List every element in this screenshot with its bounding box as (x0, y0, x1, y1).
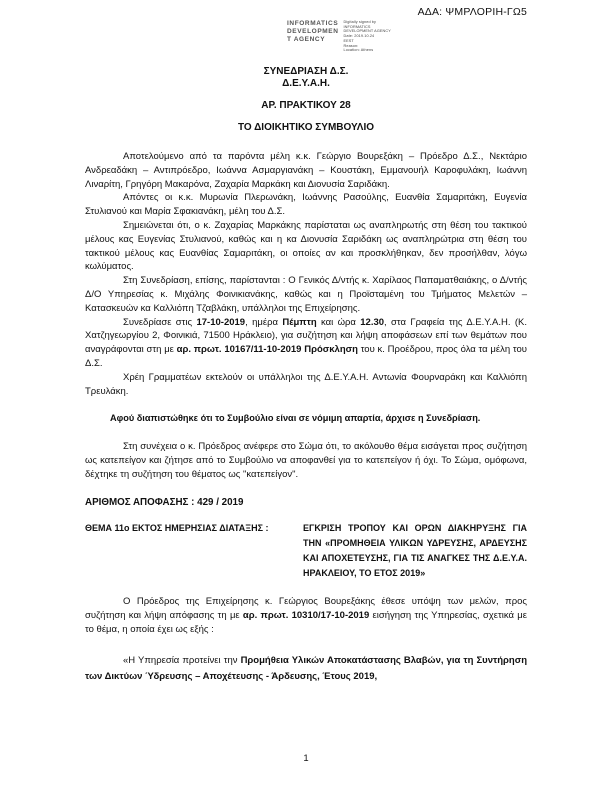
signature-detail-line: Date: 2019.10.24 (343, 34, 375, 39)
paragraph-present-members: Αποτελούμενο από τα παρόντα μέλη κ.κ. Γεώργιο Βουρεξάκη – Πρόεδρο Δ.Σ., Νεκτάριο Ανδρεαδάκη – Αντιπρόεδρο, Ιωάννα Ασμαργιανάκη – Κουστάκη, Εμμανουήλ Καροφυλάκη, Ιωάννη Λιναρίτη, Γρηγόρη Μακαρόνα, Ζαχαρία Μαρκάκη και Διονυσία Σαριδάκη. (85, 151, 527, 190)
signature-detail-line: EEST (343, 38, 354, 43)
agenda-item-label: ΘΕΜΑ 11ο ΕΚΤΟΣ ΗΜΕΡΗΣΙΑΣ ΔΙΑΤΑΞΗΣ : (85, 523, 269, 534)
title-board: ΤΟ ΔΙΟΙΚΗΤΙΚΟ ΣΥΜΒΟΥΛΙΟ (238, 122, 374, 133)
page-number: 1 (303, 753, 309, 764)
document-body (85, 150, 527, 685)
document-titles (85, 66, 527, 134)
text-segment: «Η Υπηρεσία προτείνει την (123, 654, 241, 666)
text-segment: Ο Πρόεδρος της Επιχείρησης κ. Γεώργιος Βουρεξάκης έθεσε υπόψη των μελών, προς συζήτηση και λήψη απόφασης τη με (85, 596, 527, 622)
paragraph-quorum-statement: Αφού διαπιστώθηκε ότι το Συμβούλιο είναι σε νόμιμη απαρτία, άρχισε η Συνεδρίαση. (110, 413, 481, 424)
agenda-item-heading (85, 521, 527, 581)
title-organization: Δ.Ε.Υ.Α.Η. (282, 78, 330, 89)
signature-detail-line: Digitally signed by (343, 20, 377, 24)
text-segment: του κ. Προέδρου, προς όλα τα μέλη του Δ.Σ. (85, 344, 528, 369)
text-segment: 12.30 (360, 316, 385, 328)
paragraph-substitutes-note: Σημειώνεται ότι, ο κ. Ζαχαρίας Μαρκάκης παρίσταται ως αναπληρωτής στη θέση του τακτικού μέλους κας Ευγενίας Στυλιανού, καθώς και η κα Διονυσία Σαριδάκη ως αναπληρώτρια στη θέση του τακτικού μέλους κας Ευανθίας Σαμαριτάκη, οι οποίες αν και προσκλήθηκαν, δεν προσήλθαν, λόγω κωλύματος. (85, 219, 527, 273)
text-segment: αρ. πρωτ. 10310/17-10-2019 (242, 610, 370, 622)
text-segment: και ώρα (316, 316, 361, 328)
text-segment: Συνεδρίασε στις (123, 316, 197, 328)
digital-signature-stamp (287, 20, 391, 53)
spacer (85, 112, 527, 122)
signature-agency-line: DEVELOPMEN (287, 28, 339, 36)
paragraph-service-proposal (85, 653, 527, 685)
text-segment: , στα Γραφεία της Δ.Ε.Υ.Α.Η. (Κ. Χατζηγεωργίου 2, Φοινικιά, 71500 Ηράκλειο), για συζήτηση και λήψη αποφάσεων επί των θεμάτων που αναγράφονται στη με (85, 316, 528, 356)
text-segment: εισήγηση της Υπηρεσίας, σχετικά με το θέμα, η οποία έχει ως εξής : (85, 610, 527, 635)
decision-number: ΑΡΙΘΜΟΣ ΑΠΟΦΑΣΗΣ : 429 / 2019 (85, 496, 244, 508)
title-minutes-number: ΑΡ. ΠΡΑΚΤΙΚΟΥ 28 (261, 100, 351, 111)
document-content (85, 66, 527, 685)
paragraph-chairman-intro (85, 595, 527, 636)
signature-detail-line: DEVELOPMENT AGENCY (343, 29, 391, 34)
paragraph-urgent-item: Στη συνέχεια ο κ. Πρόεδρος ανέφερε στο Σώμα ότι, το ακόλουθο θέμα εισάγεται προς συζήτηση ως κατεπείγον και ζήτησε από το Συμβούλιο να αποφανθεί για το κατεπείγον ή όχι. Το Σώμα, ομόφωνα, δέχτηκε τη συζήτηση του θέματος ως "κατεπείγον". (85, 441, 527, 480)
text-segment: 17-10-2019 (196, 316, 246, 328)
text-segment: , ημέρα (245, 316, 283, 328)
signature-agency-line: T AGENCY (287, 36, 326, 44)
ada-code: ΑΔΑ: ΨΜΡΛΟΡΙΗ-ΓΩ5 (417, 6, 527, 18)
signature-agency-line: INFORMATICS (287, 20, 339, 27)
text-segment: Προμήθεια Υλικών Αποκατάστασης Βλαβών, για τη Συντήρηση των Δικτύων Ύδρευσης – Αποχέτευσης - Άρδευσης, Έτους 2019, (85, 654, 528, 682)
signature-agency-name (287, 20, 339, 44)
signature-detail-line: Reason: (343, 43, 359, 48)
paragraph-attendees: Στη Συνεδρίαση, επίσης, παρίστανται : Ο Γενικός Δ/ντής κ. Χαρίλαος Παπαματθαιάκης, ο Δ/ντής Δ/Ο Υπηρεσίας κ. Μιχάλης Φοινικιανάκης, καθώς και η Προϊσταμένη του Τμήματος Μελετών – Κατασκευών κα Καλλιόπη Τζαβλάκη, υπάλληλοι της Επιχείρησης. (85, 275, 527, 314)
text-segment: αρ. πρωτ. 10167/11-10-2019 Πρόσκληση (176, 344, 358, 356)
paragraph-absent-members: Απόντες οι κ.κ. Μυρωνία Πλερωνάκη, Ιωάννης Ρασούλης, Ευανθία Σαμαριτάκη, Ευγενία Στυλιανού και Μαρία Σφακιανάκη, μέλη του Δ.Σ. (85, 192, 527, 218)
signature-details (344, 20, 391, 53)
text-segment: Πέμπτη (282, 316, 317, 328)
signature-detail-line: Location: Athens (343, 48, 374, 53)
title-session: ΣΥΝΕΔΡΙΑΣΗ Δ.Σ. (263, 66, 349, 77)
signature-detail-line: INFORMATICS (343, 24, 371, 29)
paragraph-secretaries: Χρέη Γραμματέων εκτελούν οι υπάλληλοι της Δ.Ε.Υ.Α.Η. Αντωνία Φουρναράκη και Καλλιόπη Τρευλάκη. (85, 371, 527, 397)
spacer (85, 90, 527, 100)
agenda-item-title: ΕΓΚΡΙΣΗ ΤΡΟΠΟΥ ΚΑΙ ΟΡΩΝ ΔΙΑΚΗΡΥΞΗΣ ΓΙΑ ΤΗΝ «ΠΡΟΜΗΘΕΙΑ ΥΛΙΚΩΝ ΥΔΡΕΥΣΗΣ, ΑΡΔΕΥΣΗΣ ΚΑΙ ΑΠΟΧΕΤΕΥΣΗΣ, ΓΙΑ ΤΙΣ ΑΝΑΓΚΕΣ ΤΗΣ Δ.Ε.Υ.Α. ΗΡΑΚΛΕΙΟΥ, ΤΟ ΕΤΟΣ 2019» (303, 523, 527, 579)
paragraph-session-info (85, 316, 527, 371)
